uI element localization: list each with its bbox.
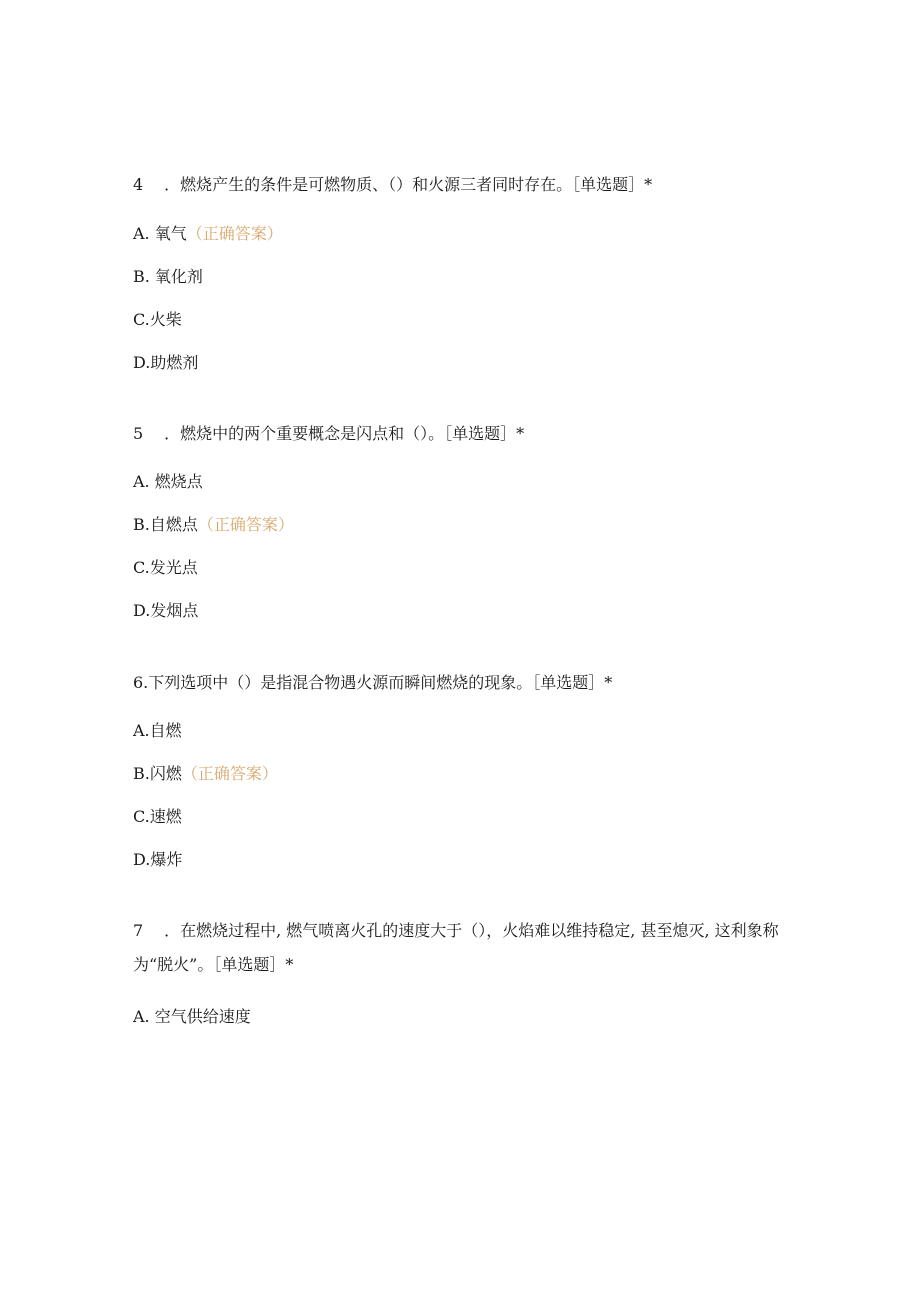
question-separator: ．	[159, 921, 181, 940]
option-c[interactable]	[133, 558, 198, 578]
question-title	[133, 666, 793, 700]
question-number: 7	[133, 921, 144, 940]
option-d[interactable]	[133, 353, 198, 373]
question-6	[133, 666, 793, 869]
option-a[interactable]	[133, 1007, 251, 1027]
correct-answer-mark: （正确答案）	[181, 764, 278, 783]
option-b[interactable]	[133, 515, 294, 535]
option-d[interactable]	[133, 601, 198, 621]
option-label: C.火柴	[133, 310, 182, 329]
option-label: D.爆炸	[133, 850, 183, 869]
question-title	[133, 914, 793, 982]
correct-answer-mark: （正确答案）	[186, 224, 283, 243]
option-a[interactable]	[133, 721, 182, 741]
question-5	[133, 417, 793, 620]
option-a[interactable]	[133, 224, 283, 244]
option-b[interactable]	[133, 764, 278, 784]
option-label: A. 氧气	[133, 224, 187, 243]
option-label: A.自燃	[133, 721, 182, 740]
question-number: 4	[133, 175, 144, 194]
question-separator: ．	[159, 424, 181, 443]
option-c[interactable]	[133, 807, 182, 827]
question-7	[133, 914, 793, 1026]
option-label: A. 空气供给速度	[133, 1007, 251, 1026]
option-label: B.闪燃	[133, 764, 182, 783]
question-4	[133, 168, 793, 372]
option-c[interactable]	[133, 310, 182, 330]
option-label: A. 燃烧点	[133, 472, 203, 491]
question-number: 5	[133, 424, 144, 443]
option-d[interactable]	[133, 850, 182, 870]
option-label: C.发光点	[133, 558, 198, 577]
option-label: B. 氧化剂	[133, 267, 203, 286]
option-label: D.发烟点	[133, 601, 199, 620]
correct-answer-mark: （正确答案）	[197, 515, 294, 534]
option-a[interactable]	[133, 472, 203, 492]
option-label: C.速燃	[133, 807, 182, 826]
option-label: B.自燃点	[133, 515, 198, 534]
option-label: D.助燃剂	[133, 353, 199, 372]
option-b[interactable]	[133, 267, 203, 287]
question-text: 燃烧产生的条件是可燃物质、（）和火源三者同时存在。［单选题］*	[180, 175, 653, 194]
question-text: 燃烧中的两个重要概念是闪点和（）。［单选题］*	[180, 424, 525, 443]
question-title	[133, 168, 793, 202]
question-title	[133, 417, 793, 451]
question-separator: ．	[159, 175, 181, 194]
question-text: 下列选项中（）是指混合物遇火源而瞬间燃烧的现象。［单选题］*	[148, 673, 613, 692]
question-number: 6.	[133, 673, 149, 692]
question-text: 在燃烧过程中, 燃气喷离火孔的速度大于（），火焰难以维持稳定, 甚至熄灭, 这利象称为“脱火”。［单选题］*	[133, 921, 779, 974]
